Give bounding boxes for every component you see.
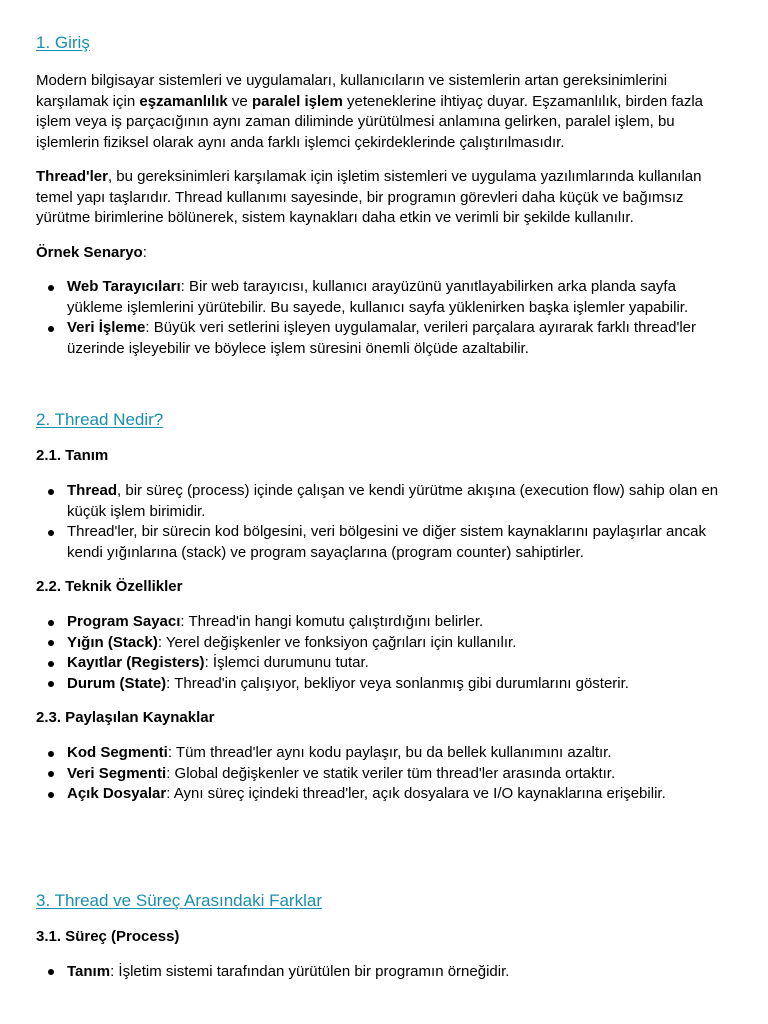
- list-item: Veri Segmenti: Global değişkenler ve statik veriler tüm thread'ler arasında ortaktır.: [36, 764, 732, 785]
- intro-paragraph: Modern bilgisayar sistemleri ve uygulamaları, kullanıcıların ve sistemlerin artan gereksinimlerini karşılamak için eşzamanlılık ve paralel işlem yeteneklerine ihtiyaç duyar. Eşzamanlılık, birden fazla işlem veya iş parçacığının aynı zaman diliminde yürütülmesi anlamına gelirken, paralel işlem, bu işlemlerin fiziksel olarak aynı anda farklı işlemci çekirdeklerinde çalıştırılmasıdır.: [36, 72, 704, 151]
- process-list: [36, 962, 732, 983]
- technical-features-list: [36, 612, 732, 694]
- list-item: Web Tarayıcıları: Bir web tarayıcısı, kullanıcı arayüzünü yanıtlayabilirken arka planda sayfa yükleme işlemlerini yürütebilir. Bu sayede, kullanıcı sayfa yüklenirken başka işlemler yapabilir.: [36, 277, 732, 318]
- list-item: Kod Segmenti: Tüm thread'ler aynı kodu paylaşır, bu da bellek kullanımını azaltır.: [36, 743, 732, 764]
- list-item: Durum (State): Thread'in çalışıyor, bekliyor veya sonlanmış gibi durumlarını gösterir.: [36, 674, 732, 695]
- section-2-heading[interactable]: 2. Thread Nedir?: [36, 410, 164, 429]
- list-item: Thread, bir süreç (process) içinde çalışan ve kendi yürütme akışına (execution flow) sahip olan en küçük işlem birimidir.: [36, 481, 732, 522]
- example-list: [36, 277, 732, 359]
- list-item: Açık Dosyalar: Aynı süreç içindeki thread'ler, açık dosyalara ve I/O kaynaklarına erişebilir.: [36, 784, 732, 805]
- list-item: Yığın (Stack): Yerel değişkenler ve fonksiyon çağrıları için kullanılır.: [36, 633, 732, 654]
- subsection-2-1-heading: 2.1. Tanım: [36, 447, 109, 464]
- section-1-heading[interactable]: 1. Giriş: [36, 33, 90, 52]
- list-item: Kayıtlar (Registers): İşlemci durumunu tutar.: [36, 653, 732, 674]
- subsection-3-1-heading: 3.1. Süreç (Process): [36, 927, 180, 945]
- list-item: Thread'ler, bir sürecin kod bölgesini, veri bölgesini ve diğer sistem kaynaklarını paylaşırlar ancak kendi yığınlarına (stack) ve program sayaçlarına (program counter) sahiptirler.: [36, 522, 732, 563]
- list-item: Veri İşleme: Büyük veri setlerini işleyen uygulamalar, verileri parçalara ayırarak farklı thread'ler üzerinde işleyebilir ve böylece işlem süresini önemli ölçüde azaltabilir.: [36, 318, 732, 359]
- section-3-heading[interactable]: 3. Thread ve Süreç Arasındaki Farklar: [36, 890, 322, 910]
- example-scenario-label: Örnek Senaryo:: [36, 243, 147, 261]
- definition-list: [36, 481, 732, 563]
- subsection-2-3-heading: 2.3. Paylaşılan Kaynaklar: [36, 709, 215, 726]
- list-item: Tanım: İşletim sistemi tarafından yürütülen bir programın örneğidir.: [36, 962, 732, 983]
- shared-resources-list: [36, 743, 732, 805]
- subsection-2-2-heading: 2.2. Teknik Özellikler: [36, 578, 183, 595]
- list-item: Program Sayacı: Thread'in hangi komutu çalıştırdığını belirler.: [36, 612, 732, 633]
- threads-paragraph: Thread'ler, bu gereksinimleri karşılamak için işletim sistemleri ve uygulama yazılımlarında kullanılan temel yapı taşlarıdır. Thread kullanımı sayesinde, bir programın görevleri daha küçük ve bağımsız yürütme birimlerine bölünerek, sistem kaynakları daha etkin ve verimli bir şekilde kullanılır.: [36, 168, 702, 226]
